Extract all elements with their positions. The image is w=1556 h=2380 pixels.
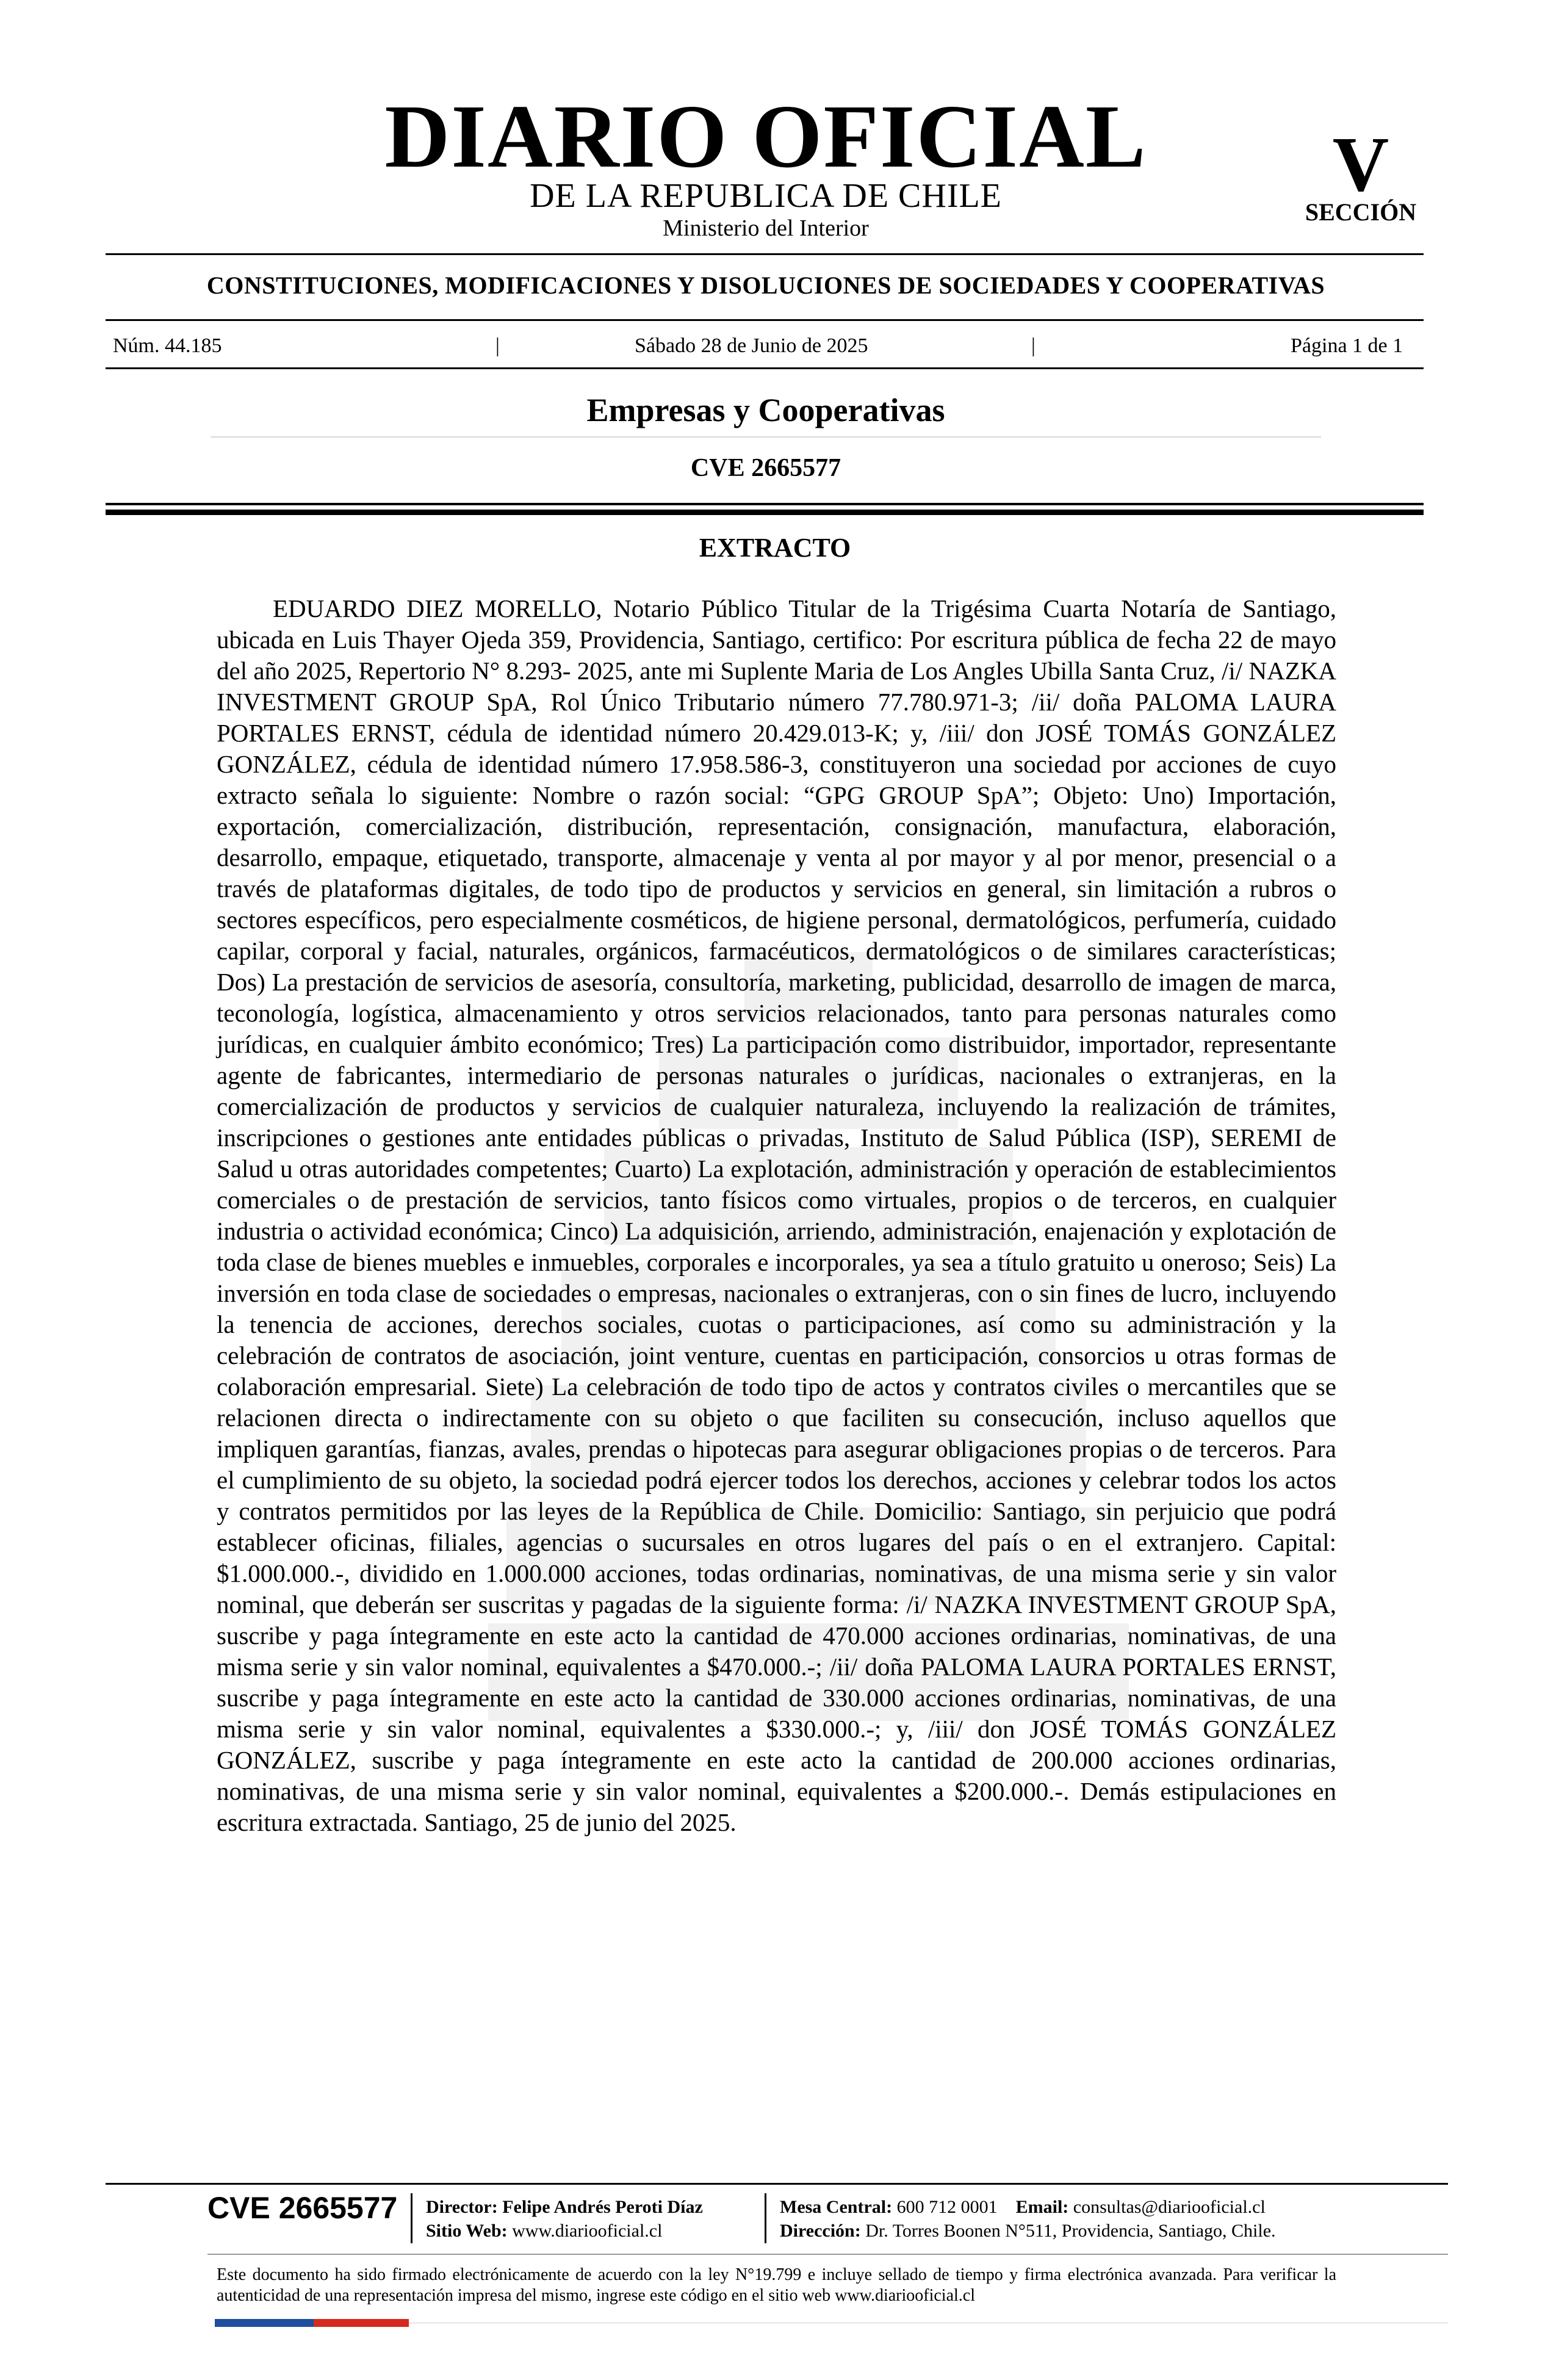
- director-name: Felipe Andrés Peroti Díaz: [502, 2197, 703, 2217]
- footer-cve-code: CVE 2665577: [207, 2191, 398, 2225]
- footer-rule: [106, 2183, 1448, 2185]
- issue-number: Núm. 44.185: [113, 334, 222, 357]
- section-divider: [211, 436, 1321, 438]
- address-value: Dr. Torres Boonen N°511, Providencia, Santiago, Chile.: [865, 2221, 1276, 2241]
- footer-address-row: [780, 2219, 1390, 2243]
- meta-separator: |: [1031, 334, 1036, 357]
- flag-stripe-blue: [215, 2319, 314, 2327]
- email-link[interactable]: consultas@diariooficial.cl: [1073, 2197, 1266, 2217]
- address-label: Dirección:: [780, 2221, 861, 2241]
- masthead-title: DIARIO OFICIAL: [384, 87, 1147, 187]
- website-link[interactable]: www.diariooficial.cl: [512, 2221, 663, 2241]
- director-label: Director:: [426, 2197, 498, 2217]
- footer-phone-row: [780, 2195, 1390, 2219]
- masthead-rule: [106, 253, 1424, 255]
- website-label: Sitio Web:: [426, 2221, 508, 2241]
- double-rule-bottom: [106, 510, 1424, 515]
- section-label: SECCIÓN: [1305, 198, 1417, 226]
- footer-legal-notice: Este documento ha sido firmado electrónicamente de acuerdo con la ley N°19.799 e incluye sellado de tiempo y firma electrónica avanzada. Para verificar la autenticidad de una representación impresa del mismo, ingrese este código en el sitio web www.diariooficial.cl: [217, 2265, 1336, 2305]
- category-rule: [106, 319, 1424, 321]
- flag-stripe-red: [314, 2319, 409, 2327]
- publication-section: Empresas y Cooperativas: [586, 392, 945, 428]
- footer-thin-rule: [207, 2254, 1448, 2255]
- category-heading: CONSTITUCIONES, MODIFICACIONES Y DISOLUCIONES DE SOCIEDADES Y COOPERATIVAS: [206, 272, 1325, 299]
- issue-date: Sábado 28 de Junio de 2025: [635, 334, 868, 357]
- footer-divider: [765, 2193, 766, 2243]
- email-label: Email:: [1015, 2197, 1069, 2217]
- section-number: V: [1332, 121, 1389, 207]
- footer-contact-right: [780, 2195, 1390, 2243]
- page-number: Página 1 de 1: [1291, 334, 1403, 357]
- footer-divider: [411, 2193, 412, 2243]
- phone-label: Mesa Central:: [780, 2197, 893, 2217]
- cve-code: CVE 2665577: [690, 454, 841, 482]
- meta-rule: [106, 367, 1424, 369]
- footer-contact-left: [426, 2195, 768, 2243]
- document-body: EDUARDO DIEZ MORELLO, Notario Público Titular de la Trigésima Cuarta Notaría de Santiago, ubicada en Luis Thayer Ojeda 359, Providencia, Santiago, certifico: Por escritura pública de fecha 22 de mayo del año 2025, Repertorio N° 8.293- 2025, ante mi Suplente Maria de Los Angles Ubilla Santa Cruz, /i/ NAZKA INVESTMENT GROUP SpA, Rol Único Tributario número 77.780.971-3; /ii/ doña PALOMA LAURA PORTALES ERNST, cédula de identidad número 20.429.013-K; y, /iii/ don JOSÉ TOMÁS GONZÁLEZ GONZÁLEZ, cédula de identidad número 17.958.586-3, constituyeron una sociedad por acciones de cuyo extracto señala lo siguiente: Nombre o razón social: “GPG GROUP SpA”; Objeto: Uno) Importación, exportación, comercialización, distribución, representación, consignación, manufactura, elaboración, desarrollo, empaque, etiquetado, transporte, almacenaje y venta al por mayor y al por menor, presencial o a través de plataformas digitales, de todo tipo de productos y servicios en general, sin limitación a rubros o sectores específicos, pero especialmente cosméticos, de higiene personal, dermatológicos, perfumería, cuidado capilar, corporal y facial, naturales, orgánicos, farmacéuticos, dermatológicos o de similares características; Dos) La prestación de servicios de asesoría, consultoría, marketing, publicidad, desarrollo de imagen de marca, teconología, logística, almacenamiento y otros servicios relacionados, tanto para personas naturales como jurídicas, en cualquier ámbito económico; Tres) La participación como distribuidor, importador, representante agente de fabricantes, intermediario de personas naturales o jurídicas, nacionales o extranjeras, en la comercialización de productos y servicios de cualquier naturaleza, incluyendo la realización de trámites, inscripciones o gestiones ante entidades públicas o privadas, Instituto de Salud Pública (ISP), SEREMI de Salud u otras autoridades competentes; Cuarto) La explotación, administración y operación de establecimientos comerciales o de prestación de servicios, tanto físicos como virtuales, propios o de terceros, en cualquier industria o actividad económica; Cinco) La adquisición, arriendo, administración, enajenación y explotación de toda clase de bienes muebles e inmuebles, corporales e incorporales, ya sea a título gratuito u oneroso; Seis) La inversión en toda clase de sociedades o empresas, nacionales o extranjeras, con o sin fines de lucro, incluyendo la tenencia de acciones, derechos sociales, cuotas o participaciones, así como su administración y la celebración de contratos de asociación, joint venture, cuentas en participación, consorcios u otras formas de colaboración empresarial. Siete) La celebración de todo tipo de actos y contratos civiles o mercantiles que se relacionen directa o indirectamente con su objeto o que faciliten su consecución, incluso aquellos que impliquen garantías, fianzas, avales, prendas o hipotecas para asegurar obligaciones propias o de terceros. Para el cumplimiento de su objeto, la sociedad podrá ejercer todos los derechos, acciones y celebrar todos los actos y contratos permitidos por las leyes de la República de Chile. Domicilio: Santiago, sin perjuicio que podrá establecer oficinas, filiales, agencias o sucursales en otros lugares del país o en el extranjero. Capital: $1.000.000.-, dividido en 1.000.000 acciones, todas ordinarias, nominativas, de una misma serie y sin valor nominal, que deberán ser suscritas y pagadas de la siguiente forma: /i/ NAZKA INVESTMENT GROUP SpA, suscribe y paga íntegramente en este acto la cantidad de 470.000 acciones ordinarias, nominativas, de una misma serie y sin valor nominal, equivalentes a $470.000.-; /ii/ doña PALOMA LAURA PORTALES ERNST, suscribe y paga íntegramente en este acto la cantidad de 330.000 acciones ordinarias, nominativas, de una misma serie y sin valor nominal, equivalentes a $330.000.-; y, /iii/ don JOSÉ TOMÁS GONZÁLEZ GONZÁLEZ, suscribe y paga íntegramente en este acto la cantidad de 200.000 acciones ordinarias, nominativas, de una misma serie y sin valor nominal, equivalentes a $200.000.-. Demás estipulaciones en escritura extractada. Santiago, 25 de junio del 2025.: [217, 594, 1336, 1836]
- double-rule-top: [106, 503, 1424, 505]
- footer-website-row: [426, 2219, 768, 2243]
- phone-value: 600 712 0001: [896, 2197, 998, 2217]
- masthead-ministry: Ministerio del Interior: [663, 215, 869, 241]
- masthead-subtitle: DE LA REPUBLICA DE CHILE: [530, 177, 1002, 215]
- footer-director-row: [426, 2195, 768, 2219]
- meta-separator: |: [495, 334, 500, 357]
- document-title: EXTRACTO: [699, 533, 851, 563]
